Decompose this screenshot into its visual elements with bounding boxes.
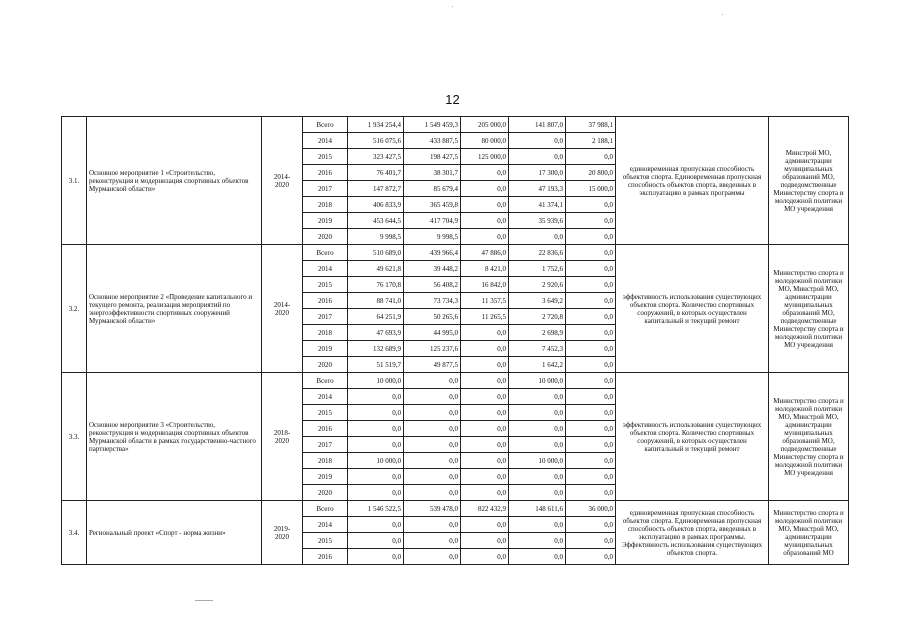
row-year-label: 2019 — [303, 213, 348, 229]
row-year-label: 2019 — [303, 469, 348, 485]
row-year-label: 2017 — [303, 309, 348, 325]
indicator-text: единовременная пропускная способность объектов спорта. Единовременная пропускная способность объектов спорта, введенных в эксплуатацию в рамках программы. Эффективность использования существующих объектов спорта. — [616, 501, 769, 565]
funding-value: 0,0 — [461, 165, 509, 181]
row-year-label: 2017 — [303, 437, 348, 453]
funding-value: 0,0 — [509, 485, 566, 501]
funding-value: 10 000,0 — [509, 373, 566, 389]
funding-value: 36 000,0 — [566, 501, 616, 517]
funding-value: 80 000,0 — [461, 133, 509, 149]
funding-value: 0,0 — [509, 405, 566, 421]
funding-value: 0,0 — [348, 437, 404, 453]
funding-value: 0,0 — [566, 197, 616, 213]
funding-value: 0,0 — [566, 421, 616, 437]
funding-value: 15 000,0 — [566, 181, 616, 197]
funding-value: 11 265,5 — [461, 309, 509, 325]
funding-value: 141 807,0 — [509, 117, 566, 133]
funding-value: 7 452,3 — [509, 341, 566, 357]
funding-value: 516 075,6 — [348, 133, 404, 149]
item-period: 2018- 2020 — [262, 373, 303, 501]
funding-value: 0,0 — [461, 181, 509, 197]
funding-value: 0,0 — [566, 341, 616, 357]
row-year-label: 2015 — [303, 533, 348, 549]
scan-speck — [452, 6, 453, 7]
row-year-label: 2016 — [303, 165, 348, 181]
item-number: 3.4. — [62, 501, 87, 565]
funding-value: 0,0 — [509, 437, 566, 453]
funding-value: 1 934 254,4 — [348, 117, 404, 133]
funding-value: 22 836,6 — [509, 245, 566, 261]
row-year-label: 2018 — [303, 325, 348, 341]
funding-value: 0,0 — [509, 533, 566, 549]
funding-value: 47 693,9 — [348, 325, 404, 341]
row-year-label: Всего — [303, 117, 348, 133]
row-year-label: 2014 — [303, 389, 348, 405]
funding-value: 510 689,0 — [348, 245, 404, 261]
funding-value: 323 427,5 — [348, 149, 404, 165]
item-period: 2014- 2020 — [262, 117, 303, 245]
funding-value: 1 546 522,5 — [348, 501, 404, 517]
funding-value: 0,0 — [461, 341, 509, 357]
item-period: 2019- 2020 — [262, 501, 303, 565]
item-number: 3.1. — [62, 117, 87, 245]
item-period: 2014- 2020 — [262, 245, 303, 373]
item-name: Основное мероприятие 2 «Проведение капитального и текущего ремонта, реализация мероприятий по энергоэффективности спортивных сооружений Мурманской области» — [87, 245, 262, 373]
funding-value: 0,0 — [566, 229, 616, 245]
funding-value: 17 300,0 — [509, 165, 566, 181]
funding-value: 10 000,0 — [348, 373, 404, 389]
funding-value: 0,0 — [404, 389, 461, 405]
funding-value: 0,0 — [461, 437, 509, 453]
funding-value: 0,0 — [461, 533, 509, 549]
funding-value: 0,0 — [509, 469, 566, 485]
funding-value: 822 432,9 — [461, 501, 509, 517]
funding-value: 11 357,5 — [461, 293, 509, 309]
funding-value: 0,0 — [566, 357, 616, 373]
funding-value: 49 877,5 — [404, 357, 461, 373]
funding-value: 0,0 — [404, 405, 461, 421]
row-year-label: Всего — [303, 373, 348, 389]
funding-value: 10 000,0 — [348, 453, 404, 469]
funding-value: 198 427,5 — [404, 149, 461, 165]
indicator-text: эффективность использования существующих объектов спорта. Количество спортивных сооружений, в которых осуществлен капитальный и текущий ремонт — [616, 245, 769, 373]
funding-value: 0,0 — [566, 437, 616, 453]
funding-value: 148 611,6 — [509, 501, 566, 517]
funding-value: 125 237,6 — [404, 341, 461, 357]
row-year-label: 2016 — [303, 549, 348, 565]
funding-value: 44 995,0 — [404, 325, 461, 341]
funding-value: 0,0 — [404, 437, 461, 453]
funding-value: 132 689,9 — [348, 341, 404, 357]
executor-text: Министерство спорта и молодежной политики МО, Минстрой МО, администрации муниципальных образований МО — [769, 501, 849, 565]
funding-value: 56 408,2 — [404, 277, 461, 293]
table-row — [62, 501, 849, 517]
funding-value: 0,0 — [404, 517, 461, 533]
row-year-label: 2016 — [303, 293, 348, 309]
funding-value: 0,0 — [461, 517, 509, 533]
funding-value: 0,0 — [404, 533, 461, 549]
funding-value: 0,0 — [509, 389, 566, 405]
funding-value: 64 251,9 — [348, 309, 404, 325]
row-year-label: 2015 — [303, 405, 348, 421]
funding-value: 20 800,0 — [566, 165, 616, 181]
funding-value: 0,0 — [566, 453, 616, 469]
funding-value: 0,0 — [566, 485, 616, 501]
row-year-label: 2017 — [303, 181, 348, 197]
funding-value: 0,0 — [566, 373, 616, 389]
funding-value: 365 459,8 — [404, 197, 461, 213]
funding-value: 41 374,1 — [509, 197, 566, 213]
row-year-label: 2018 — [303, 197, 348, 213]
page-number: 12 — [445, 92, 460, 107]
row-year-label: 2020 — [303, 229, 348, 245]
funding-value: 0,0 — [348, 533, 404, 549]
funding-value: 73 734,3 — [404, 293, 461, 309]
funding-value: 16 842,0 — [461, 277, 509, 293]
funding-value: 47 886,0 — [461, 245, 509, 261]
funding-value: 0,0 — [566, 549, 616, 565]
funding-value: 0,0 — [348, 517, 404, 533]
row-year-label: Всего — [303, 245, 348, 261]
funding-value: 0,0 — [348, 549, 404, 565]
funding-value: 0,0 — [566, 213, 616, 229]
funding-value: 0,0 — [404, 485, 461, 501]
funding-value: 85 679,4 — [404, 181, 461, 197]
funding-value: 0,0 — [461, 389, 509, 405]
funding-value: 38 301,7 — [404, 165, 461, 181]
row-year-label: 2014 — [303, 133, 348, 149]
executor-text: Министерство спорта и молодежной политики МО, Минстрой МО, администрации муниципальных образований МО, подведомственные Министерству спорта и молодежной политики МО учреждения — [769, 245, 849, 373]
funding-value: 0,0 — [461, 421, 509, 437]
funding-value: 0,0 — [566, 325, 616, 341]
funding-value: 453 644,5 — [348, 213, 404, 229]
row-year-label: 2014 — [303, 517, 348, 533]
funding-value: 50 265,6 — [404, 309, 461, 325]
funding-value: 0,0 — [461, 469, 509, 485]
funding-value: 0,0 — [509, 421, 566, 437]
funding-value: 0,0 — [566, 245, 616, 261]
row-year-label: 2020 — [303, 485, 348, 501]
indicator-text: единовременная пропускная способность объектов спорта. Единовременная пропускная способность объектов спорта, введенных в эксплуатацию в рамках программы — [616, 117, 769, 245]
row-year-label: 2014 — [303, 261, 348, 277]
table-row — [62, 117, 849, 133]
scan-speck — [195, 600, 213, 601]
item-number: 3.2. — [62, 245, 87, 373]
row-year-label: 2016 — [303, 421, 348, 437]
funding-value: 0,0 — [566, 149, 616, 165]
funding-value: 205 000,0 — [461, 117, 509, 133]
funding-value: 0,0 — [566, 533, 616, 549]
program-table — [61, 116, 849, 565]
funding-value: 3 649,2 — [509, 293, 566, 309]
funding-value: 0,0 — [566, 469, 616, 485]
funding-value: 0,0 — [461, 325, 509, 341]
funding-value: 0,0 — [461, 229, 509, 245]
funding-value: 2 720,8 — [509, 309, 566, 325]
funding-value: 9 998,5 — [348, 229, 404, 245]
funding-value: 539 478,0 — [404, 501, 461, 517]
funding-value: 37 988,1 — [566, 117, 616, 133]
funding-value: 88 741,0 — [348, 293, 404, 309]
funding-value: 0,0 — [461, 213, 509, 229]
funding-value: 0,0 — [566, 517, 616, 533]
funding-value: 0,0 — [461, 197, 509, 213]
funding-value: 2 920,6 — [509, 277, 566, 293]
funding-value: 0,0 — [461, 405, 509, 421]
funding-value: 1 549 459,3 — [404, 117, 461, 133]
row-year-label: 2020 — [303, 357, 348, 373]
scan-speck — [722, 14, 723, 15]
funding-value: 10 000,0 — [509, 453, 566, 469]
funding-value: 49 621,8 — [348, 261, 404, 277]
funding-value: 0,0 — [404, 421, 461, 437]
funding-value: 0,0 — [461, 549, 509, 565]
item-name: Региональный проект «Спорт - норма жизни» — [87, 501, 262, 565]
funding-value: 47 193,3 — [509, 181, 566, 197]
row-year-label: Всего — [303, 501, 348, 517]
funding-value: 0,0 — [566, 389, 616, 405]
funding-value: 51 519,7 — [348, 357, 404, 373]
funding-value: 0,0 — [404, 469, 461, 485]
funding-value: 1 752,6 — [509, 261, 566, 277]
funding-value: 0,0 — [509, 149, 566, 165]
funding-value: 0,0 — [348, 389, 404, 405]
item-name: Основное мероприятие 3 «Строительство, реконструкция и модернизация спортивных объектов Мурманской области в рамках государственно-частного партнерства» — [87, 373, 262, 501]
funding-value: 0,0 — [566, 277, 616, 293]
funding-value: 0,0 — [566, 293, 616, 309]
funding-value: 0,0 — [509, 549, 566, 565]
funding-value: 0,0 — [509, 133, 566, 149]
row-year-label: 2015 — [303, 149, 348, 165]
funding-value: 0,0 — [461, 357, 509, 373]
funding-value: 0,0 — [461, 485, 509, 501]
funding-value: 0,0 — [404, 373, 461, 389]
item-number: 3.3. — [62, 373, 87, 501]
funding-value: 125 000,0 — [461, 149, 509, 165]
row-year-label: 2015 — [303, 277, 348, 293]
funding-value: 417 704,9 — [404, 213, 461, 229]
funding-value: 1 642,2 — [509, 357, 566, 373]
funding-value: 76 401,7 — [348, 165, 404, 181]
executor-text: Министерство спорта и молодежной политики МО, Минстрой МО, администрации муниципальных образований МО, подведомственные Министерству спорта и молодежной политики МО учреждения — [769, 373, 849, 501]
funding-value: 433 887,5 — [404, 133, 461, 149]
funding-value: 8 421,0 — [461, 261, 509, 277]
funding-value: 0,0 — [566, 405, 616, 421]
funding-value: 2 698,9 — [509, 325, 566, 341]
row-year-label: 2018 — [303, 453, 348, 469]
funding-value: 0,0 — [509, 517, 566, 533]
funding-value: 0,0 — [348, 469, 404, 485]
funding-value: 2 188,1 — [566, 133, 616, 149]
funding-value: 0,0 — [461, 373, 509, 389]
funding-value: 76 170,8 — [348, 277, 404, 293]
funding-value: 406 833,9 — [348, 197, 404, 213]
funding-value: 0,0 — [348, 485, 404, 501]
table-row — [62, 373, 849, 389]
funding-value: 0,0 — [404, 549, 461, 565]
executor-text: Минстрой МО, администрации муниципальных образований МО, подведомственные Министерству спорта и молодежной политики МО учреждения — [769, 117, 849, 245]
item-name: Основное мероприятие 1 «Строительство, реконструкция и модернизация спортивных объектов Мурманской области» — [87, 117, 262, 245]
funding-value: 147 872,7 — [348, 181, 404, 197]
funding-value: 439 966,4 — [404, 245, 461, 261]
indicator-text: эффективность использования существующих объектов спорта. Количество спортивных сооружений, в которых осуществлен капитальный и текущий ремонт — [616, 373, 769, 501]
row-year-label: 2019 — [303, 341, 348, 357]
funding-value: 0,0 — [566, 261, 616, 277]
funding-value: 0,0 — [404, 453, 461, 469]
funding-value: 0,0 — [509, 229, 566, 245]
funding-value: 39 448,2 — [404, 261, 461, 277]
table-row — [62, 245, 849, 261]
funding-value: 0,0 — [461, 453, 509, 469]
funding-value: 0,0 — [348, 421, 404, 437]
funding-value: 0,0 — [348, 405, 404, 421]
funding-value: 9 998,5 — [404, 229, 461, 245]
funding-value: 0,0 — [566, 309, 616, 325]
funding-value: 35 939,6 — [509, 213, 566, 229]
